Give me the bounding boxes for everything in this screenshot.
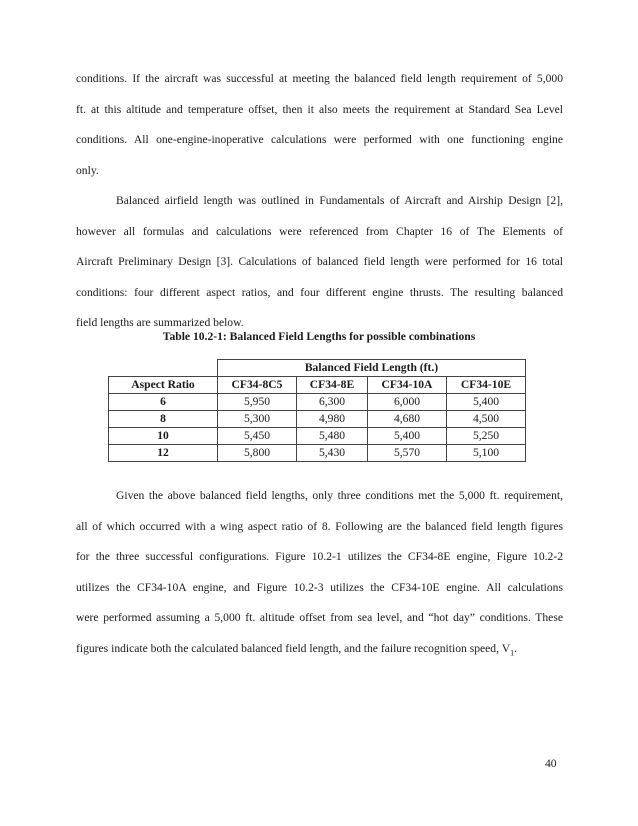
- table-column-header: CF34-8E: [297, 377, 368, 394]
- page-number: 40: [545, 757, 557, 770]
- table-cell: 5,950: [218, 394, 297, 411]
- paragraph-line: were performed assuming a 5,000 ft. altitude offset from sea level, and “hot day” conditions. These: [76, 611, 563, 624]
- table-row: [109, 445, 526, 462]
- table-cell: 4,680: [368, 411, 447, 428]
- paragraph-line: however all formulas and calculations were referenced from Chapter 16 of The Elements of: [76, 224, 563, 238]
- paragraph-line: conditions. If the aircraft was successful at meeting the balanced field length requirement of 5,000: [76, 72, 563, 85]
- paragraph-line: field lengths are summarized below.: [76, 316, 244, 329]
- table-cell: 5,400: [368, 428, 447, 445]
- paragraph-line: ft. at this altitude and temperature offset, then it also meets the requirement at Standard Sea Level: [76, 102, 563, 116]
- table-cell: 5,250: [447, 428, 526, 445]
- table-column-header: CF34-10E: [447, 377, 526, 394]
- table-row-label: 10: [109, 428, 218, 445]
- table-cell: 5,300: [218, 411, 297, 428]
- table-row-label: 12: [109, 445, 218, 462]
- table-row: [109, 394, 526, 411]
- table-cell: 5,570: [368, 445, 447, 462]
- table-cell: 5,100: [447, 445, 526, 462]
- table-blank-cell: [109, 360, 218, 377]
- paragraph-1: [76, 64, 563, 186]
- table-cell: 5,480: [297, 428, 368, 445]
- table-header-row: [109, 377, 526, 394]
- paragraph-line: all of which occurred with a wing aspect ratio of 8. Following are the balanced field length figures: [76, 519, 563, 533]
- table-column-header: CF34-8C5: [218, 377, 297, 394]
- paragraph-2: [76, 186, 563, 339]
- paragraph-line: [76, 634, 563, 669]
- paragraph-line: Aircraft Preliminary Design [3]. Calculations of balanced field length were performed for 16 total: [76, 255, 563, 268]
- table-row: [109, 411, 526, 428]
- paragraph-line-end: .: [514, 641, 517, 655]
- table-caption: Table 10.2-1: Balanced Field Lengths for possible combinations: [162, 330, 476, 343]
- table-row-header: Aspect Ratio: [109, 377, 218, 394]
- table-cell: 4,980: [297, 411, 368, 428]
- table-row: [109, 428, 526, 445]
- balanced-field-length-table: [108, 359, 526, 462]
- table-group-header-row: [109, 360, 526, 377]
- table-cell: 6,000: [368, 394, 447, 411]
- table-column-header: CF34-10A: [368, 377, 447, 394]
- table-cell: 6,300: [297, 394, 368, 411]
- paragraph-line-text: figures indicate both the calculated balanced field length, and the failure recognition speed, V: [76, 641, 511, 655]
- paragraph-line: Given the above balanced field lengths, only three conditions met the 5,000 ft. requirement,: [116, 489, 563, 502]
- table-cell: 4,500: [447, 411, 526, 428]
- table-row-label: 6: [109, 394, 218, 411]
- paragraph-line: only.: [76, 163, 99, 177]
- table-cell: 5,450: [218, 428, 297, 445]
- table-cell: 5,400: [447, 394, 526, 411]
- table-group-header: Balanced Field Length (ft.): [218, 360, 526, 377]
- paragraph-line: Balanced airfield length was outlined in Fundamentals of Aircraft and Airship Design [2],: [116, 194, 563, 207]
- paragraph-line: utilizes the CF34-10A engine, and Figure 10.2-3 utilizes the CF34-10E engine. All calculations: [76, 580, 563, 594]
- paragraph-line: for the three successful configurations. Figure 10.2-1 utilizes the CF34-8E engine, Figure 10.2-2: [76, 550, 563, 563]
- table-cell: 5,800: [218, 445, 297, 462]
- paragraph-3: [76, 481, 563, 668]
- table-row-label: 8: [109, 411, 218, 428]
- subscript: 1: [510, 647, 515, 657]
- paragraph-line: conditions: four different aspect ratios, and four different engine thrusts. The resulting balanced: [76, 285, 563, 299]
- table-cell: 5,430: [297, 445, 368, 462]
- paragraph-line: conditions. All one-engine-inoperative calculations were performed with one functioning engine: [76, 133, 563, 146]
